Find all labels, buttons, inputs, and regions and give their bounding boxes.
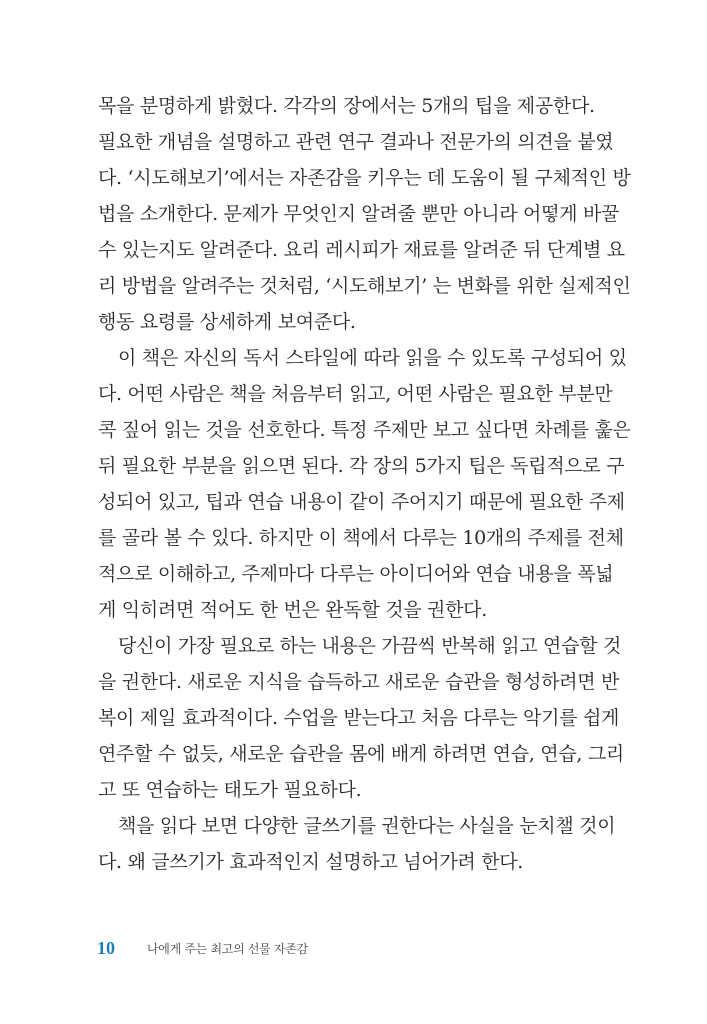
text-line: 복이 제일 효과적이다. 수업을 받는다고 처음 다루는 악기를 쉽게	[98, 707, 620, 729]
page-number: 10	[97, 937, 115, 958]
text-line: 다. 어떤 사람은 책을 처음부터 읽고, 어떤 사람은 필요한 부분만	[98, 383, 613, 405]
text-line: 법을 소개한다. 문제가 무엇인지 알려줄 뿐만 아니라 어떻게 바꿀	[98, 203, 620, 225]
text-line: 이 책은 자신의 독서 스타일에 따라 읽을 수 있도록 구성되어 있	[118, 347, 627, 369]
text-line: 적으로 이해하고, 주제마다 다루는 아이디어와 연습 내용을 폭넓	[98, 563, 614, 585]
text-line: 다. ‘시도해보기’에서는 자존감을 키우는 데 도움이 될 구체적인 방	[98, 167, 631, 189]
running-title: 나에게 주는 최고의 선물 자존감	[147, 941, 308, 956]
text-line: 목을 분명하게 밝혔다. 각각의 장에서는 5개의 팁을 제공한다.	[98, 95, 595, 117]
text-line: 콕 짚어 읽는 것을 선호한다. 특정 주제만 보고 싶다면 차례를 훑은	[98, 419, 631, 441]
text-line: 게 익히려면 적어도 한 번은 완독할 것을 권한다.	[98, 599, 487, 621]
body-text	[98, 88, 631, 880]
text-line: 을 권한다. 새로운 지식을 습득하고 새로운 습관을 형성하려면 반	[98, 671, 620, 693]
text-line: 행동 요령를 상세하게 보여준다.	[98, 311, 356, 333]
text-line: 다. 왜 글쓰기가 효과적인지 설명하고 넘어가려 한다.	[98, 851, 524, 873]
text-line: 뒤 필요한 부분을 읽으면 된다. 각 장의 5가지 팁은 독립적으로 구	[98, 455, 625, 477]
page-footer	[97, 937, 308, 959]
text-line: 연주할 수 없듯, 새로운 습관을 몸에 배게 하려면 연습, 연습, 그리	[98, 743, 624, 765]
text-line: 책을 읽다 보면 다양한 글쓰기를 권한다는 사실을 눈치챌 것이	[118, 815, 616, 837]
text-line: 필요한 개념을 설명하고 관련 연구 결과나 전문가의 의견을 붙였	[98, 131, 614, 153]
text-line: 성되어 있고, 팁과 연습 내용이 같이 주어지기 때문에 필요한 주제	[98, 491, 625, 513]
text-line: 를 골라 볼 수 있다. 하지만 이 책에서 다루는 10개의 주제를 전체	[98, 527, 624, 549]
text-line: 당신이 가장 필요로 하는 내용은 가끔씩 반복해 읽고 연습할 것	[118, 635, 622, 657]
text-line: 고 또 연습하는 태도가 필요하다.	[98, 779, 362, 801]
text-line: 수 있는지도 알려준다. 요리 레시피가 재료를 알려준 뒤 단계별 요	[98, 239, 625, 261]
text-line: 리 방법을 알려주는 것처럼, ‘시도해보기’ 는 변화를 위한 실제적인	[98, 275, 631, 297]
